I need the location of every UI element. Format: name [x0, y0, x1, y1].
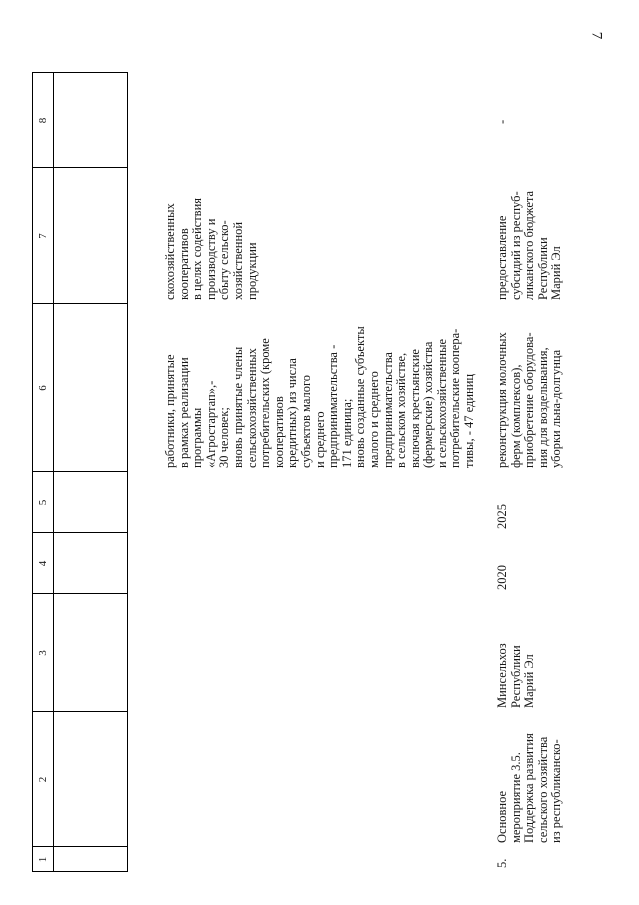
row5-results: [496, 306, 564, 468]
text-line: хозяйственной: [230, 221, 245, 300]
text-line: работники, принятые: [163, 354, 177, 468]
table-bottom-edge: [127, 72, 128, 872]
text-line: предпринимательства -: [326, 344, 341, 468]
text-line: предпринимательства: [380, 352, 395, 468]
rotated-table: [32, 72, 639, 872]
text-line: Основное: [495, 790, 509, 843]
header-num-4: 4: [37, 560, 49, 567]
text-line: сельского хозяйства: [535, 736, 550, 843]
text-line: 30 человек;: [217, 407, 232, 468]
text-line: (фермерские) хозяйства: [421, 341, 436, 468]
text-line: Поддержка развития: [522, 733, 537, 843]
text-line: 171 единица;: [339, 398, 354, 468]
header-num-2: 2: [37, 776, 49, 783]
text-line: в рамках реализации: [176, 357, 191, 468]
row5-mechanism: [496, 170, 564, 300]
cont-results-cell: [164, 308, 477, 468]
text-line: из республиканско-: [549, 739, 564, 843]
text-line: приобретение оборудова-: [522, 332, 537, 468]
text-line: производству и: [203, 218, 218, 300]
text-line: Республики: [535, 237, 550, 300]
row5-number: 5.: [495, 858, 509, 868]
header-num-5: 5: [37, 499, 49, 506]
header-num-8: 8: [37, 117, 49, 124]
text-line: Марий Эл: [522, 654, 537, 708]
text-line: мероприятие 3.5.: [508, 752, 523, 843]
text-line: реконструкция молочных: [495, 332, 509, 468]
text-line: скохозяйственных: [163, 203, 177, 300]
text-line: Марий Эл: [549, 246, 564, 300]
text-line: вновь принятые члены: [230, 346, 245, 468]
text-line: программы: [190, 407, 205, 468]
text-line: тивы, - 47 единиц: [462, 373, 477, 468]
header-num-3: 3: [37, 650, 49, 656]
row5-end-year: 2025: [495, 504, 509, 529]
row5-start-year: 2020: [495, 565, 509, 590]
row5-measure-name: [496, 715, 564, 843]
text-line: вновь созданные субъекты: [353, 326, 368, 468]
text-line: субсидий из респуб-: [508, 191, 523, 300]
header-num-7: 7: [37, 233, 49, 239]
text-line: Республики: [508, 645, 523, 708]
text-line: сельскохозяйственных: [244, 348, 259, 468]
text-line: Минсельхоз: [495, 643, 509, 708]
text-line: малого и среднего: [366, 371, 381, 468]
text-line: ликанского бюджета: [522, 190, 537, 300]
text-line: «Агростартап»,-: [203, 380, 218, 468]
header-row-divider: [53, 72, 54, 872]
page-number: 7: [588, 31, 605, 40]
text-line: в целях содействия: [190, 197, 205, 300]
row5-executor: [496, 596, 537, 708]
text-line: и среднего: [312, 411, 327, 468]
text-line: включая крестьянские: [407, 349, 422, 468]
text-line: кооперативов: [176, 228, 191, 300]
text-line: уборки льна-долгунца: [549, 349, 564, 468]
text-line: ферм (комплексов),: [508, 364, 523, 468]
row5-col8-dash: -: [495, 119, 509, 124]
text-line: в сельском хозяйстве,: [394, 352, 409, 468]
text-line: кредитных) из числа: [285, 358, 300, 468]
cont-mechanism-cell: [164, 168, 259, 300]
text-line: субъектов малого: [298, 374, 313, 468]
text-line: потребительских (кроме: [258, 338, 273, 468]
text-line: ния для возделывания,: [535, 347, 550, 468]
table-top-border: [32, 72, 33, 872]
text-line: сбыту сельско-: [217, 220, 232, 300]
text-line: продукции: [244, 242, 259, 300]
text-line: потребительские коопера-: [448, 328, 463, 468]
text-line: и сельскохозяйственные: [434, 338, 449, 468]
header-num-1: 1: [37, 856, 49, 863]
header-num-6: 6: [37, 385, 49, 391]
text-line: предоставление: [495, 215, 509, 300]
text-line: кооперативов: [271, 396, 286, 468]
